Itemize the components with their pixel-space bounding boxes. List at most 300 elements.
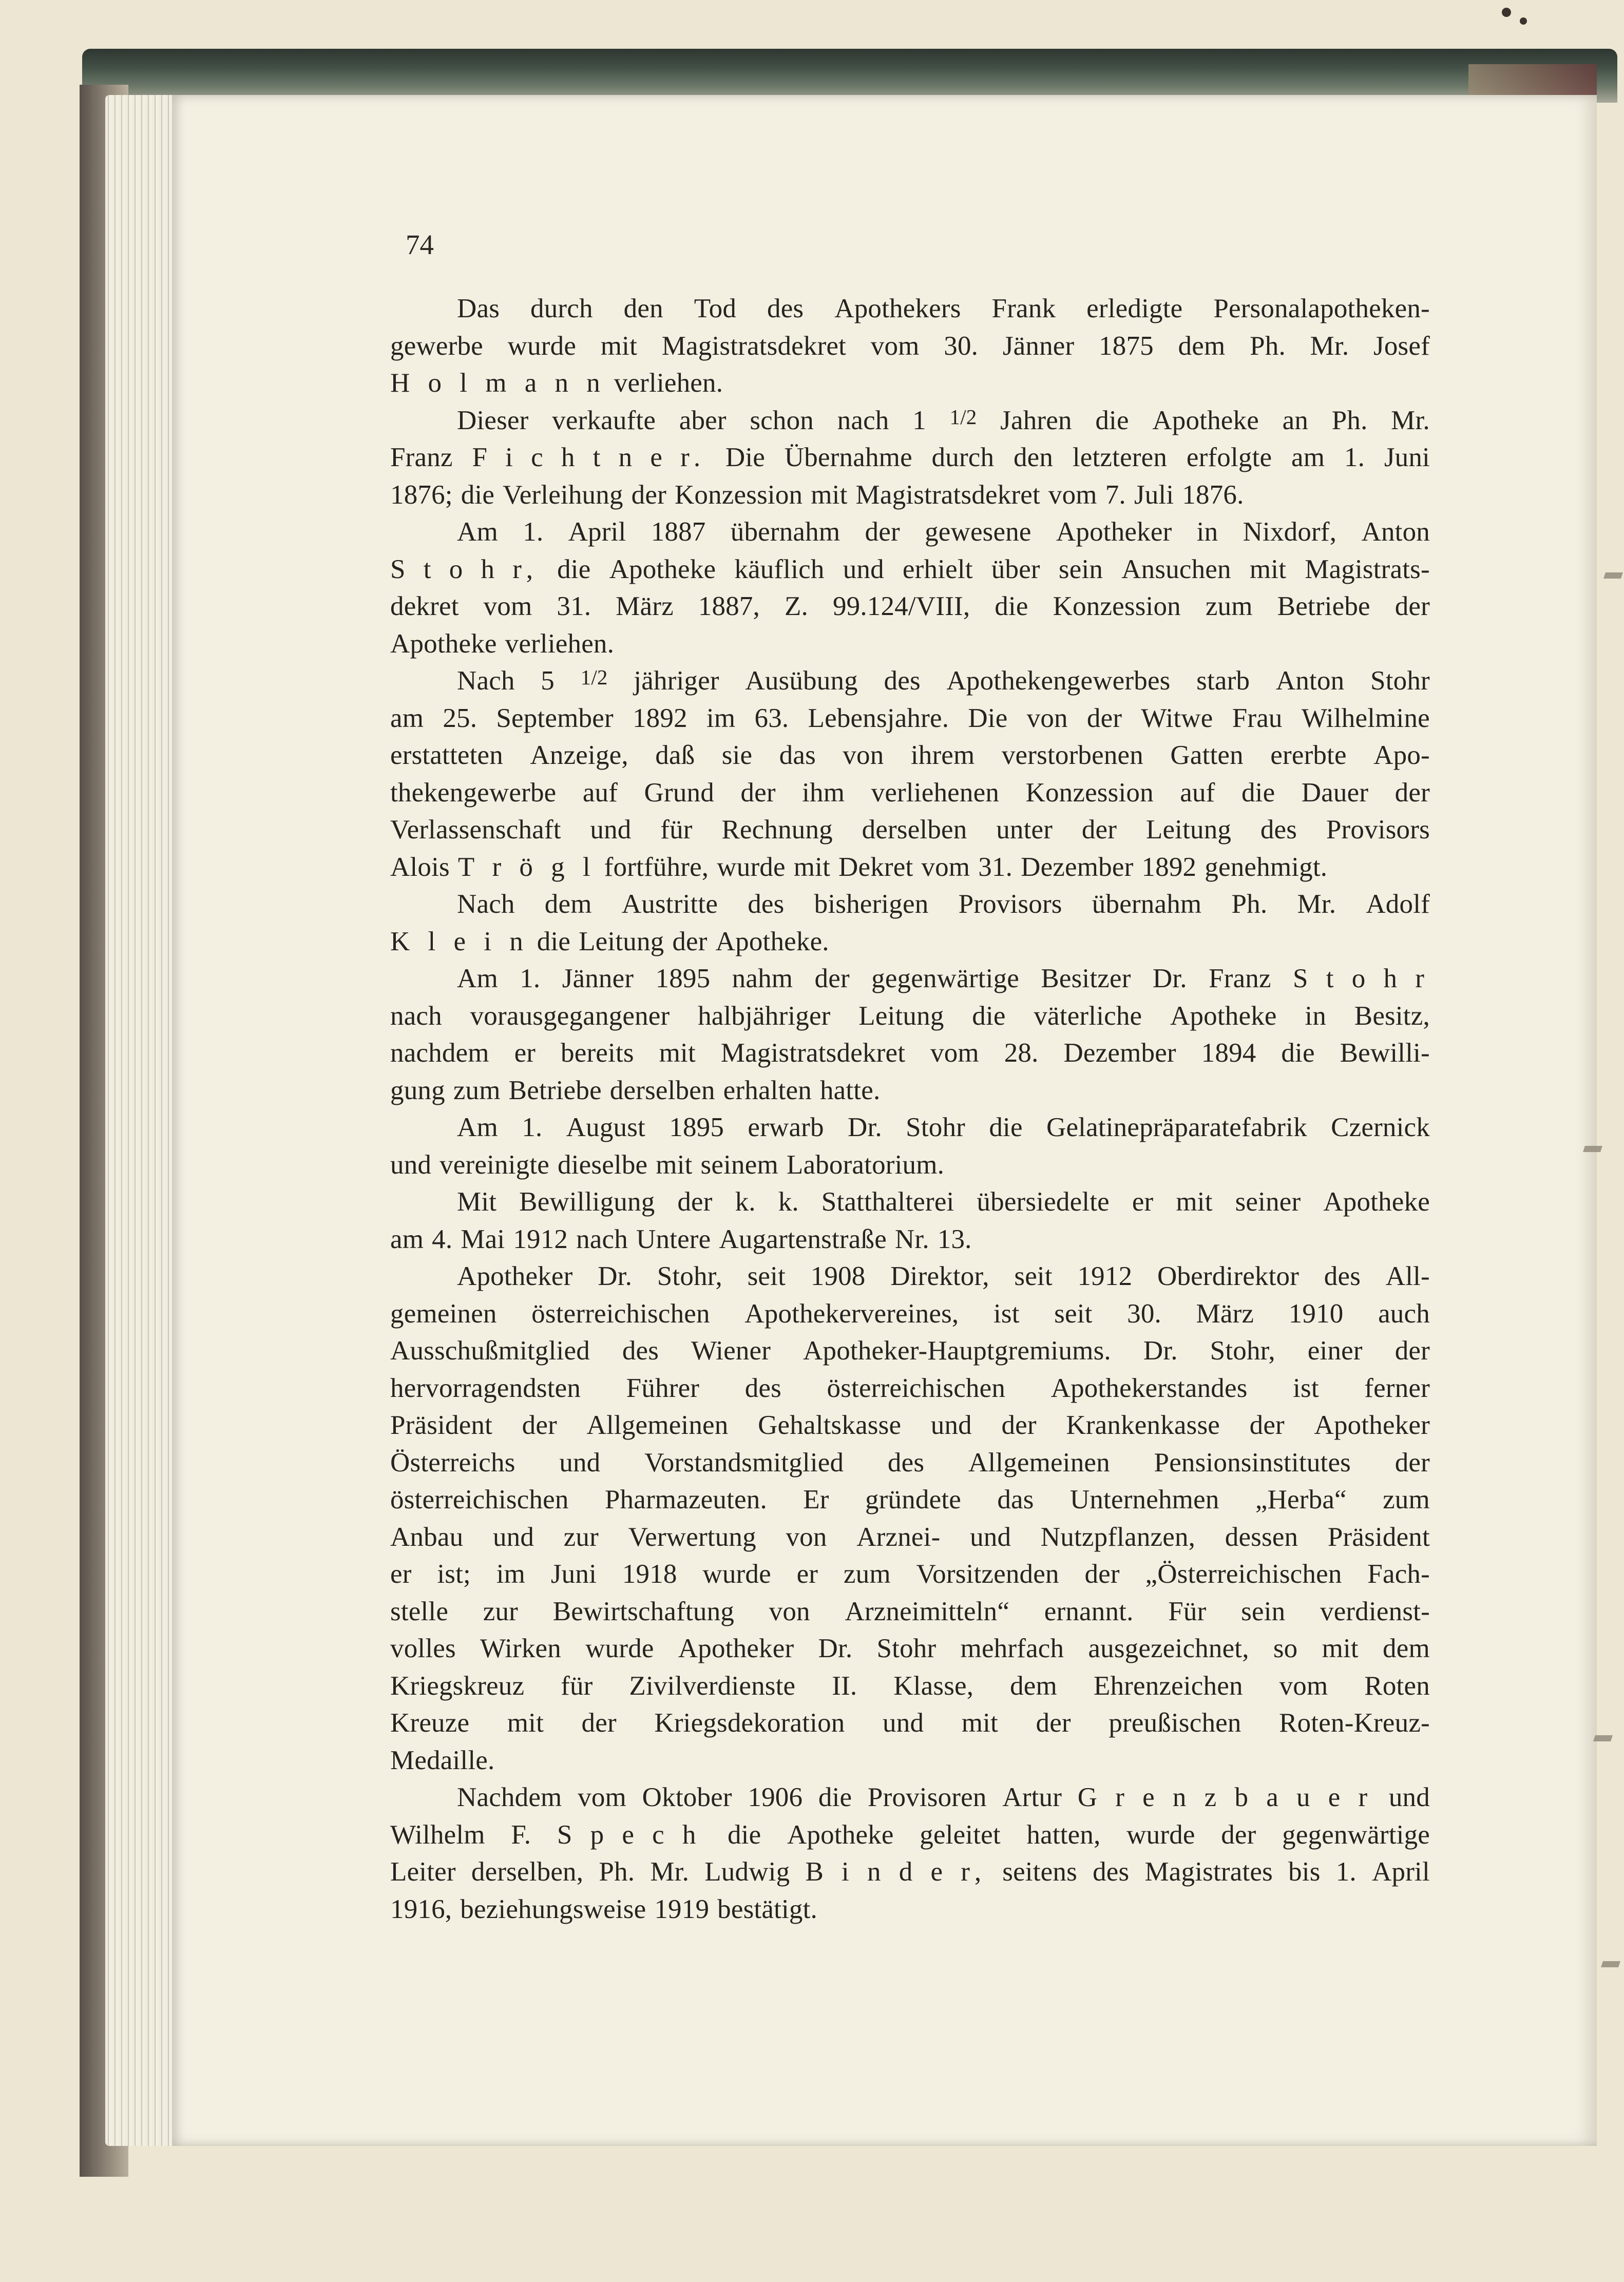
text-word: ernannt. — [1044, 1596, 1134, 1626]
text-word: derselben, — [471, 1857, 584, 1887]
text-word: Arznei- — [856, 1522, 941, 1552]
text-word: erledigte — [1086, 294, 1183, 323]
text-line — [390, 1816, 1430, 1854]
text-word: von — [769, 1596, 810, 1626]
text-word: Anbau — [390, 1522, 464, 1552]
text-word: Dr. — [598, 1261, 633, 1291]
text-word: bis — [1288, 1857, 1321, 1887]
text-word: einer — [1307, 1336, 1363, 1366]
text-word: im — [496, 1559, 526, 1589]
text-word: 31. — [978, 852, 1013, 882]
text-word: am — [390, 703, 424, 733]
text-word: 1887, — [698, 591, 760, 621]
text-word: Apothekerstandes — [1050, 1373, 1248, 1403]
text-word: der — [1001, 1410, 1037, 1440]
text-word: unter — [996, 815, 1053, 845]
text-word: Jahren — [1000, 405, 1072, 435]
text-word: Konzession — [1025, 777, 1154, 808]
text-word: Pensionsinstitutes — [1154, 1447, 1351, 1478]
text-line — [390, 1891, 1430, 1928]
text-word: Ph. — [1331, 405, 1368, 435]
text-word: des — [1260, 815, 1297, 845]
text-word: 30. — [1127, 1298, 1161, 1329]
text-word: die — [461, 480, 495, 510]
text-word: österreichischen — [531, 1298, 710, 1329]
text-word: 1906 — [748, 1782, 803, 1812]
text-word: Apotheke. — [715, 926, 829, 956]
margin-mark — [1583, 1146, 1602, 1152]
text-word: des — [1324, 1261, 1361, 1291]
text-word: verliehen. — [614, 368, 723, 398]
text-word: Wirken — [480, 1634, 561, 1663]
text-word: dem — [544, 889, 592, 919]
text-word: 1876. — [1182, 480, 1244, 510]
text-word: Magistrats- — [1305, 554, 1430, 584]
text-word: hervorragendsten — [390, 1373, 581, 1403]
text-word: des — [748, 889, 785, 919]
text-word: hatten, — [1026, 1819, 1101, 1850]
text-word: auf — [582, 777, 618, 808]
text-word: Apotheke — [609, 554, 716, 584]
text-word: 28. — [1004, 1038, 1039, 1068]
text-word: 1/2 — [949, 405, 977, 429]
text-word: B i n d e r, — [805, 1857, 987, 1887]
text-word: Magistratsdekret — [661, 331, 847, 361]
text-word: G r e n z b a u e r — [1077, 1782, 1373, 1812]
text-word: gründete — [865, 1485, 961, 1514]
text-word: schon — [750, 405, 814, 435]
text-word: Apotheker — [1314, 1410, 1430, 1440]
text-word: Adolf — [1366, 889, 1430, 919]
text-word: Dr. — [848, 1113, 882, 1142]
text-word: mit — [507, 1708, 544, 1738]
text-word: Witwe — [1141, 703, 1213, 733]
text-word: Mit — [457, 1187, 497, 1217]
text-word: 13. — [937, 1224, 972, 1254]
text-word: All- — [1385, 1261, 1430, 1291]
text-word: Zivilverdienste — [629, 1671, 796, 1701]
text-word: Arzneimitteln“ — [845, 1596, 1010, 1626]
text-word: erstatteten — [390, 740, 503, 770]
text-word: gewesene — [925, 517, 1031, 547]
text-word: „Herba“ — [1255, 1485, 1347, 1514]
text-word: des — [744, 1373, 781, 1403]
text-word: 31. — [557, 591, 591, 621]
text-word: gung — [390, 1075, 445, 1105]
text-word: Am — [457, 1113, 498, 1142]
text-word: derselben — [862, 815, 967, 845]
text-word: der — [1221, 1819, 1256, 1850]
text-word: mit — [659, 1038, 696, 1068]
text-word: Mr. — [1297, 889, 1336, 919]
text-word: zur — [483, 1596, 519, 1626]
text-word: nahm — [732, 964, 793, 993]
text-word: genehmigt. — [1205, 852, 1328, 882]
text-word: 1892 — [1141, 852, 1197, 882]
text-word: Apothekengewerbes — [946, 666, 1171, 696]
text-word: die — [557, 554, 591, 584]
text-word: Apotheke — [1323, 1187, 1430, 1217]
page-stack-edge — [105, 95, 182, 2146]
text-word: Kreuze — [390, 1708, 470, 1738]
text-word: und — [883, 1708, 924, 1738]
text-line — [390, 1034, 1430, 1072]
text-word: 1887 — [651, 517, 706, 547]
text-word: und — [970, 1522, 1011, 1552]
text-word: nach — [837, 405, 889, 435]
text-word: Wilhelmine — [1301, 703, 1430, 733]
text-word: Anton — [1275, 666, 1345, 696]
text-word: wurde — [585, 1634, 654, 1663]
text-word: ihrem — [910, 740, 975, 770]
text-line — [390, 1146, 1430, 1184]
text-word: die — [972, 1001, 1006, 1031]
text-word: der — [1086, 703, 1122, 733]
text-line — [390, 662, 1430, 700]
text-word: auf — [1180, 777, 1215, 808]
text-word: Nach — [457, 889, 515, 919]
text-line — [390, 328, 1430, 365]
text-word: erhielt — [902, 554, 973, 584]
text-word: Am — [457, 964, 498, 993]
text-word: Leiter — [390, 1857, 456, 1887]
text-word: preußischen — [1109, 1708, 1241, 1738]
text-word: Präsident — [1327, 1522, 1430, 1552]
text-word: wurde — [1126, 1819, 1195, 1850]
text-word: und — [390, 1149, 432, 1180]
text-word: 1. — [1335, 1857, 1356, 1887]
text-word: dem — [1010, 1671, 1057, 1701]
text-word: zur — [563, 1522, 599, 1552]
text-word: Allgemeinen — [586, 1410, 729, 1440]
text-word: seiner — [1235, 1187, 1301, 1217]
text-word: Apotheker-Hauptgremiums. — [803, 1336, 1111, 1366]
text-word: das — [779, 740, 816, 770]
text-word: September — [496, 703, 614, 733]
text-word: Ausschußmitglied — [390, 1336, 590, 1366]
text-word: zum — [1383, 1485, 1430, 1514]
text-word: Stohr, — [657, 1261, 722, 1291]
text-word: Kriegskreuz — [390, 1671, 525, 1701]
text-word: die — [1281, 1038, 1315, 1068]
text-word: Fach- — [1367, 1559, 1430, 1589]
text-word: Stohr — [876, 1634, 937, 1663]
text-line — [390, 551, 1430, 588]
text-word: der — [865, 517, 900, 547]
text-word: österreichischen — [827, 1373, 1006, 1403]
text-word: fortführe, — [604, 852, 709, 882]
text-line — [390, 402, 1430, 439]
text-word: Apotheke — [390, 628, 497, 659]
text-word: vom — [578, 1782, 626, 1812]
text-word: Leitung — [579, 926, 664, 956]
text-word: vom — [921, 852, 970, 882]
text-line — [390, 1295, 1430, 1333]
text-word: Konzession — [1053, 591, 1181, 621]
text-line — [390, 960, 1430, 998]
text-line — [390, 849, 1430, 886]
text-word: mit — [961, 1708, 998, 1738]
text-word: k. — [735, 1187, 756, 1217]
text-word: Nachdem — [457, 1782, 562, 1812]
text-word: er — [514, 1038, 536, 1068]
text-word: der — [1249, 1410, 1285, 1440]
text-word: Nixdorf, — [1243, 517, 1337, 547]
text-word: Stohr — [1370, 666, 1430, 696]
text-word: 1919 — [654, 1894, 710, 1924]
text-word: 1894 — [1201, 1038, 1256, 1068]
text-word: Frank — [991, 294, 1056, 323]
text-word: mit — [1322, 1634, 1359, 1663]
text-word: Roten — [1364, 1671, 1430, 1701]
text-word: an — [1282, 405, 1309, 435]
text-word: und — [843, 554, 884, 584]
text-word: Apotheker — [457, 1261, 573, 1291]
text-word: Personalapotheken- — [1213, 294, 1430, 323]
text-word: Österreichs — [390, 1447, 515, 1478]
text-word: Nutzpflanzen, — [1040, 1522, 1196, 1552]
text-word: Mr. — [650, 1857, 690, 1887]
text-line — [390, 1853, 1430, 1891]
text-line — [390, 1072, 1430, 1109]
text-word: Apotheke — [787, 1819, 894, 1850]
text-word: seitens — [1002, 1857, 1077, 1887]
text-word: Stohr — [906, 1113, 966, 1142]
text-line — [390, 588, 1430, 625]
text-word: Kriegsdekoration — [654, 1708, 845, 1738]
text-word: Ehrenzeichen — [1093, 1671, 1243, 1701]
text-word: der — [1084, 1559, 1120, 1589]
text-word: so — [1273, 1634, 1298, 1663]
text-word: Apothekers — [834, 294, 961, 323]
text-word: März — [616, 591, 674, 621]
text-line — [390, 998, 1430, 1035]
text-line — [390, 365, 1430, 402]
text-word: 1895 — [669, 1113, 724, 1142]
text-word: Gehaltskasse — [758, 1410, 902, 1440]
text-word: thekengewerbe — [390, 777, 557, 808]
text-word: er — [390, 1559, 412, 1589]
text-word: 1918 — [622, 1559, 677, 1589]
text-word: Untere — [636, 1224, 711, 1254]
text-word: Allgemeinen — [968, 1447, 1110, 1478]
text-word: Er — [803, 1485, 829, 1514]
text-line — [390, 1704, 1430, 1742]
text-word: väterliche — [1034, 1001, 1142, 1031]
text-word: Ludwig — [704, 1857, 790, 1887]
text-word: verdienst- — [1320, 1596, 1430, 1626]
text-word: Ausübung — [745, 666, 858, 696]
text-word: Franz — [390, 443, 453, 472]
text-word: starb — [1196, 666, 1250, 696]
text-word: Jänner — [562, 964, 634, 993]
text-word: 1. — [1344, 443, 1365, 472]
text-word: K l e i n — [390, 926, 529, 956]
text-line — [390, 1221, 1430, 1258]
text-word: 63. — [754, 703, 789, 733]
text-line — [390, 923, 1430, 961]
text-word: Medaille. — [390, 1745, 495, 1775]
text-word: Krankenkasse — [1066, 1410, 1220, 1440]
text-word: von — [786, 1522, 827, 1552]
text-word: im — [706, 703, 736, 733]
text-line — [390, 1667, 1430, 1705]
text-word: Mr. — [1391, 405, 1430, 435]
text-word: halbjähriger — [698, 1001, 831, 1031]
text-word: 1912 — [1077, 1261, 1133, 1291]
text-word: Provisors — [1326, 815, 1430, 845]
text-word: Dauer — [1301, 777, 1369, 808]
text-word: auch — [1378, 1298, 1430, 1329]
text-word: S p e c h — [557, 1819, 702, 1850]
text-word: Czernick — [1331, 1113, 1430, 1142]
text-word: Ph. — [599, 1857, 635, 1887]
text-word: Mr. — [1310, 331, 1349, 361]
text-word: 1892 — [632, 703, 687, 733]
text-word: H o l m a n n — [390, 368, 606, 398]
text-word: Provisoren — [867, 1782, 987, 1812]
text-word: dem — [1178, 331, 1226, 361]
text-word: Oberdirektor — [1157, 1261, 1300, 1291]
margin-mark — [1593, 1735, 1613, 1741]
text-word: F i c h t n e r. — [472, 443, 706, 472]
text-word: wurde — [702, 1559, 771, 1589]
text-word: zum — [1205, 591, 1253, 621]
text-word: Am — [457, 517, 498, 547]
text-word: zum — [843, 1559, 891, 1589]
text-line — [390, 1258, 1430, 1295]
text-word: vorausgegangener — [470, 1001, 670, 1031]
text-word: seit — [1054, 1298, 1093, 1329]
text-word: verstorbenen — [1001, 740, 1143, 770]
text-word: letzteren — [1072, 443, 1168, 472]
text-word: der — [740, 777, 776, 808]
body-text — [390, 228, 1430, 1928]
text-word: durch — [530, 294, 593, 323]
text-line — [390, 1556, 1430, 1593]
text-word: vom — [930, 1038, 979, 1068]
text-word: Besitzer — [1041, 964, 1131, 993]
text-line — [390, 774, 1430, 812]
text-line — [390, 1370, 1430, 1407]
scan-dust-mark — [1502, 8, 1511, 17]
text-word: Apotheke — [1152, 405, 1259, 435]
text-word: Tod — [694, 294, 737, 323]
text-word: Stohr, — [1210, 1336, 1275, 1366]
text-word: erfolgte — [1186, 443, 1272, 472]
text-word: der — [1081, 815, 1117, 845]
text-word: Lebensjahre. — [808, 703, 949, 733]
text-word: Statthalterei — [821, 1187, 954, 1217]
text-word: 1 — [912, 405, 926, 435]
text-word: bestätigt. — [717, 1894, 817, 1924]
text-word: des — [1093, 1857, 1130, 1887]
text-word: Laboratorium. — [786, 1149, 945, 1180]
text-word: August — [566, 1113, 645, 1142]
text-word: stelle — [390, 1596, 449, 1626]
text-word: vom — [483, 591, 532, 621]
text-line — [390, 1407, 1430, 1444]
text-word: Juni — [1384, 443, 1430, 472]
text-word: ist — [993, 1298, 1020, 1329]
text-line — [390, 1444, 1430, 1482]
page-number: 74 — [406, 229, 434, 260]
text-word: Vorstandsmitglied — [644, 1447, 844, 1478]
text-word: ist — [1293, 1373, 1319, 1403]
text-word: Präsident — [390, 1410, 493, 1440]
scan-dust-mark — [1520, 17, 1527, 25]
text-word: Direktor, — [890, 1261, 989, 1291]
text-word: Dr. — [1143, 1336, 1178, 1366]
text-word: in — [1305, 1001, 1327, 1031]
text-word: von — [1026, 703, 1068, 733]
text-word: sie — [721, 740, 753, 770]
text-word: Dr. — [1152, 964, 1187, 993]
text-word: der — [581, 1708, 617, 1738]
text-word: dessen — [1225, 1522, 1298, 1552]
text-word: des — [767, 294, 804, 323]
text-word: mit — [1249, 554, 1287, 584]
text-line — [390, 1109, 1430, 1146]
text-word: erwarb — [748, 1113, 824, 1142]
text-word: 1916, — [390, 1894, 452, 1924]
text-word: F. — [511, 1819, 531, 1850]
text-word: die — [1095, 405, 1129, 435]
text-word: Unternehmen — [1069, 1485, 1219, 1514]
text-word: Pharmazeuten. — [604, 1485, 767, 1514]
text-word: und — [492, 1522, 534, 1552]
text-word: und — [1388, 1782, 1430, 1812]
text-word: aber — [679, 405, 727, 435]
text-word: Grund — [644, 777, 714, 808]
text-word: 1. — [523, 517, 544, 547]
text-word: Vorsitzenden — [916, 1559, 1059, 1589]
text-word: vom — [1279, 1671, 1328, 1701]
text-word: des — [887, 1447, 925, 1478]
text-word: ist; — [437, 1559, 471, 1589]
text-word: Wiener — [691, 1336, 771, 1366]
margin-mark — [1601, 1961, 1620, 1967]
text-word: Wilhelm — [390, 1819, 485, 1850]
text-word: bisherigen — [814, 889, 929, 919]
text-word: Klasse, — [893, 1671, 974, 1701]
text-word: 1/2 — [580, 665, 608, 689]
text-word: Apo- — [1373, 740, 1430, 770]
text-word: die — [989, 1113, 1023, 1142]
text-word: Alois — [390, 852, 450, 882]
text-line — [390, 737, 1430, 774]
text-word: 5 — [541, 666, 555, 696]
text-word: er — [1132, 1187, 1154, 1217]
text-word: II. — [832, 1671, 857, 1701]
text-word: sein — [1058, 554, 1103, 584]
text-word: vom — [1048, 480, 1097, 510]
text-word: Franz — [1209, 964, 1271, 993]
text-line — [390, 1593, 1430, 1631]
text-word: März — [1196, 1298, 1254, 1329]
text-word: Apotheker — [678, 1634, 794, 1663]
text-word: Nr. — [894, 1224, 929, 1254]
text-word: 1875 — [1099, 331, 1154, 361]
text-word: seit — [747, 1261, 786, 1291]
text-word: Magistrates — [1144, 1857, 1273, 1887]
text-word: Frau — [1232, 703, 1283, 733]
text-word: Jänner — [1002, 331, 1075, 361]
text-line — [390, 1332, 1430, 1370]
text-word: bereits — [561, 1038, 634, 1068]
text-word: Für — [1168, 1596, 1207, 1626]
text-word: Bewilli- — [1340, 1038, 1430, 1068]
